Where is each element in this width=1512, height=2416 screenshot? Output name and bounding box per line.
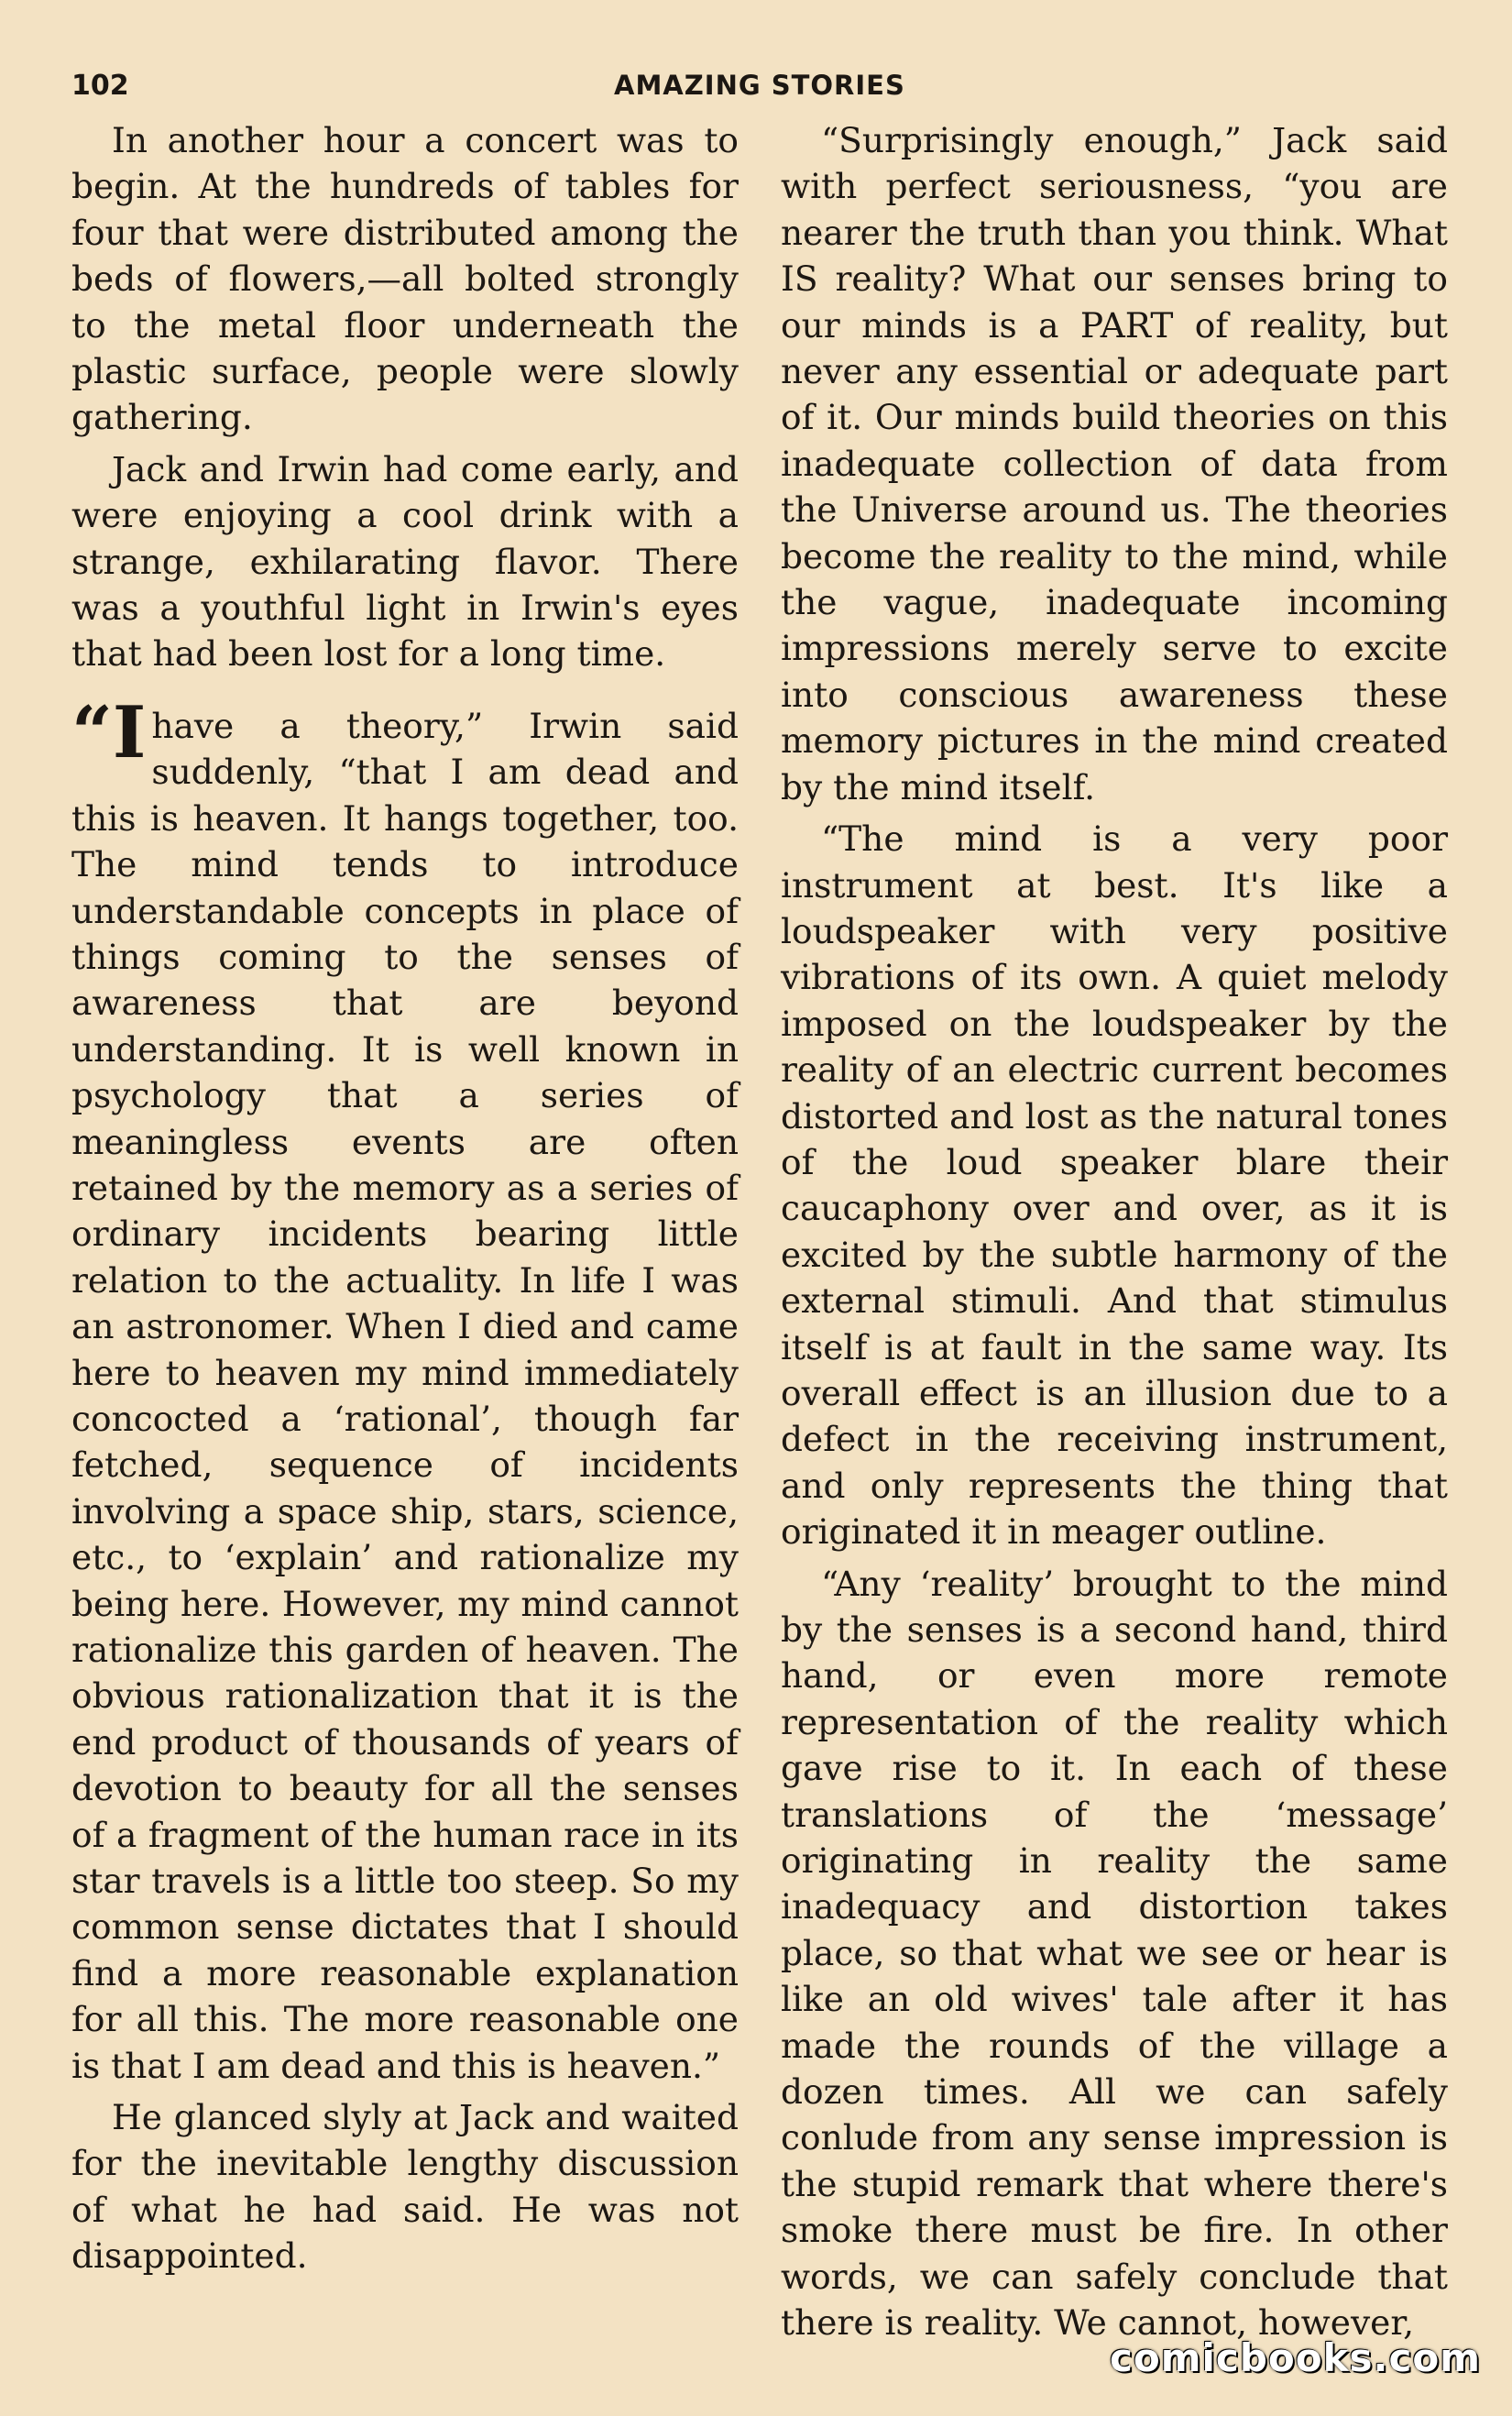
paragraph: “The mind is a very poor instrument at best. It's like a loudspeaker with very positive vibrations of its own. A quiet melody imposed on the loudspeaker by the reality of an electric current becomes distorted and lost as the natural tones of the loud speaker blare their caucaphony over and over, as it is excited by the subtle harmony of the external stimuli. And that stimulus itself is at fault in the same way. Its overall effect is an illusion due to a defect in the receiving instrument, and only represents the thing that originated it in meager outline. [781,818,1448,1553]
paragraph: “Surprisingly enough,” Jack said with perfect seriousness, “you are nearer the truth than you think. What IS reality? What our senses bring to our minds is a PART of reality, but never any essential or adequate part of it. Our minds build theories on this inadequate collection of data from the Universe around us. The theories become the reality to the mind, while the vague, inadequate incoming impressions merely serve to excite into conscious awareness these memory pictures in the mind created by the mind itself. [781,120,1448,807]
paragraph: He glanced slyly at Jack and waited for the inevitable lengthy discussion of what he had said. He was not disappointed. [71,2097,739,2277]
left-column [71,117,739,2285]
paragraph: In another hour a concert was to begin. At the hundreds of tables for four that were distributed among the beds of flowers,—all bolted strongly to the metal floor underneath the plastic surface, people were slowly gathering. [71,120,739,438]
paragraph: “Any ‘reality’ brought to the mind by the senses is a second hand, third hand, or even more remote representation of the reality which gave rise to it. In each of these translations of the ‘message’ originating in reality the same inadequacy and distortion takes place, so that what we see or hear is like an old wives' tale after it has made the rounds of the village a dozen times. All we can safely conlude from any sense impression is the stupid remark that where there's smoke there must be fire. In other words, we can safely conclude that there is reality. We cannot, however, [781,1563,1448,2344]
right-column [781,117,1448,2352]
drop-cap: “I [71,690,147,774]
magazine-title: AMAZING STORIES [614,70,905,101]
paragraph: Jack and Irwin had come early, and were enjoying a cool drink with a strange, exhilarating flavor. There was a youthful light in Irwin's eyes that had been lost for a long time. [71,448,739,675]
watermark: comicbooks.com [1110,2335,1481,2380]
page-header [71,70,1446,106]
dropcap-paragraph [71,690,739,2089]
paragraph-text: have a theory,” Irwin said suddenly, “that I am dead and this is heaven. It hangs together, too. The mind tends to introduce understandable concepts in place of things coming to the senses of awareness that are beyond understanding. It is well known in psychology that a series of meaningless events are often retained by the memory as a series of ordinary incidents bearing little relation to the actuality. In life I was an astronomer. When I died and came here to heaven my mind immediately concocted a ‘rational’, though far fetched, sequence of incidents involving a space ship, stars, science, etc., to ‘explain’ and rationalize my being here. However, my mind cannot rationalize this garden of heaven. The obvious rationalization that it is the end product of thousands of years of devotion to beauty for all the senses of a fragment of the human race in its star travels is a little too steep. So my common sense dictates that I should find a more reasonable explanation for all this. The more reasonable one is that I am dead and this is heaven.” [71,705,739,2086]
page-number: 102 [71,70,129,102]
